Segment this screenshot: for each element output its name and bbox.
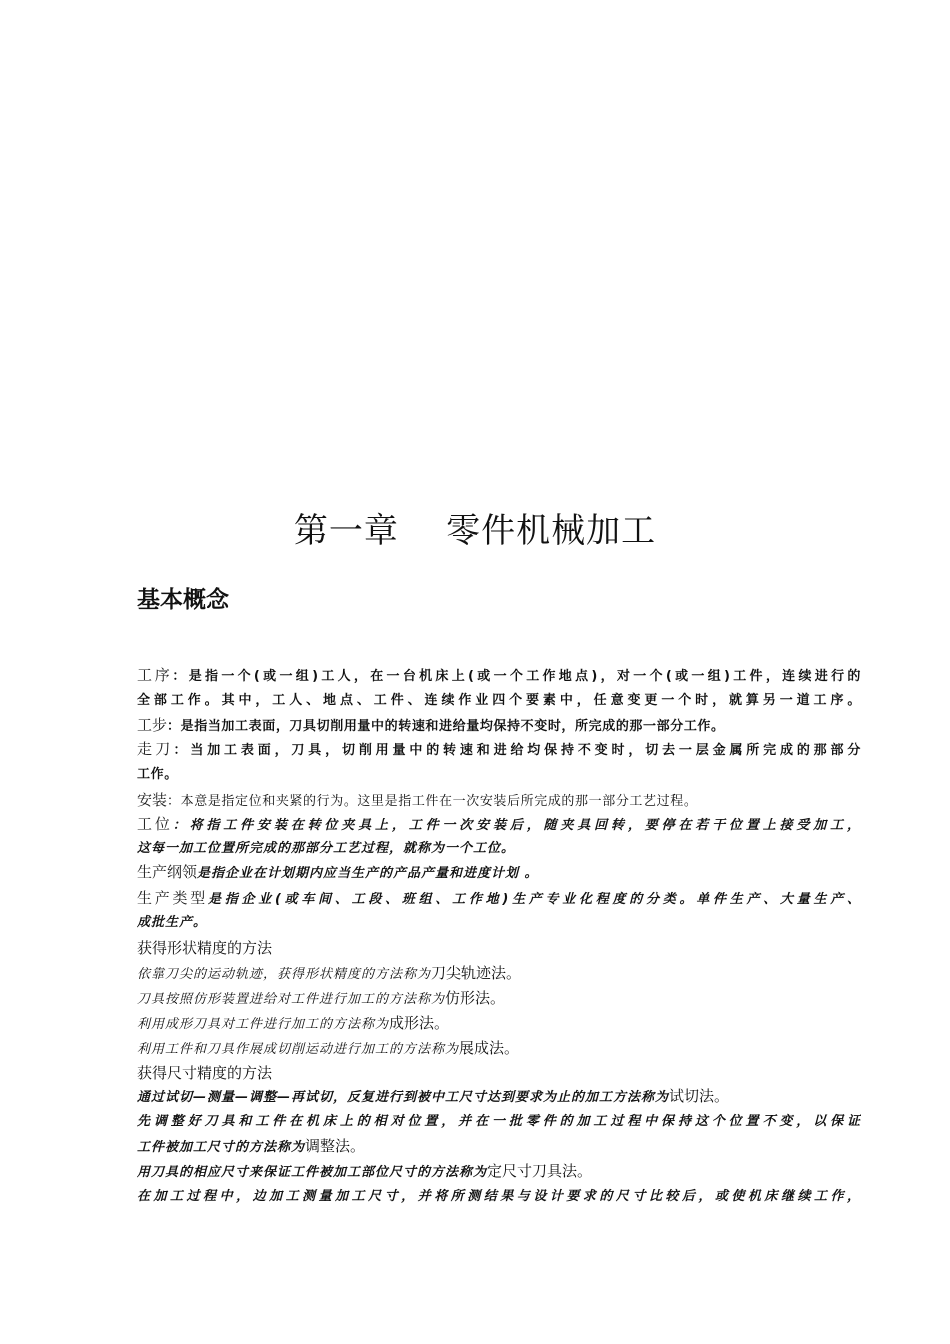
method-name: 试切法。: [669, 1087, 730, 1105]
method-name: 成形法。: [389, 1014, 450, 1032]
definition-pass-line2: [137, 765, 861, 784]
definition-text: ：本意是指定位和夹紧的行为。这里是指工件在一次安装后所完成的那一部分工艺过程。: [167, 794, 698, 809]
definition-text: 这每一加工位置所完成的那部分工艺过程，就称为一个工位。: [137, 841, 516, 856]
shape-accuracy-item: 利用工件和刀具作展成切削运动进行加工的方法称为展成法。: [137, 1039, 520, 1057]
size-accuracy-item: 用刀具的相应尺寸来保证工件被加工部位尺寸的方法称为定尺寸刀具法。: [137, 1162, 593, 1180]
definition-term: 生产类型: [137, 889, 208, 907]
definition-term: 生产纲领: [137, 863, 198, 881]
definition-position-line2: [137, 839, 861, 858]
method-name: 展成法。: [459, 1039, 520, 1057]
method-name: 刀尖轨迹法。: [431, 964, 522, 982]
definition-process-line1: [137, 666, 861, 686]
size-accuracy-item: 工件被加工尺寸的方法称为调整法。: [137, 1137, 366, 1155]
definition-term: 工位: [137, 815, 173, 833]
definition-term: 工序: [137, 666, 173, 684]
definition-production-type-line2: [137, 913, 861, 932]
section-heading: 基本概念: [137, 587, 229, 613]
definition-term: 工步: [137, 716, 168, 734]
definition-term: 走刀: [137, 740, 174, 758]
shape-accuracy-item: 刀具按照仿形装置进给对工件进行加工的方法称为仿形法。: [137, 989, 506, 1007]
definition-text: 成批生产。: [137, 915, 208, 930]
definition-text: ：将指工件安装在转位夹具上，工件一次安装后，随夹具回转，要停在若干位置上接受加工，: [172, 818, 861, 833]
definition-text: 是指企业(或车间、工段、班组、工作地)生产专业化程度的分类。单件生产、大量生产、: [208, 892, 861, 907]
definition-text: ：当加工表面，刀具，切削用量中的转速和进给均保持不变时，切去一层金属所完成的那部分: [173, 743, 861, 758]
definition-term: 安装: [137, 791, 168, 809]
definition-production-type-line1: [137, 889, 861, 909]
size-accuracy-item: 先调整好刀具和工件在机床上的相对位置，并在一批零件的加工过程中保持这个位置不变，以保证: [137, 1114, 861, 1129]
shape-accuracy-item: 利用成形刀具对工件进行加工的方法称为成形法。: [137, 1014, 450, 1032]
definition-text: 全部工作。其中，工人、地点、工件、连续作业四个要素中，任意变更一个时，就算另一道工序。: [137, 693, 861, 708]
definition-text: ：是指当加工表面，刀具切削用量中的转速和进给量均保持不变时，所完成的那一部分工作。: [167, 719, 725, 734]
size-accuracy-item: 通过试切—测量—调整—再试切，反复进行到被中工尺寸达到要求为止的加工方法称为试切法。: [137, 1087, 730, 1105]
size-accuracy-heading: 获得尺寸精度的方法: [137, 1064, 273, 1082]
chapter-title: 第一章 零件机械加工: [293, 511, 657, 551]
definition-text: 工作。: [137, 767, 178, 782]
definition-step: [137, 716, 861, 736]
method-name: 调整法。: [305, 1137, 366, 1155]
definition-position-line1: [137, 815, 861, 835]
method-name: 定尺寸刀具法。: [487, 1162, 593, 1180]
method-name: 仿形法。: [445, 989, 506, 1007]
definition-process-line2: [137, 691, 861, 710]
size-accuracy-item: 在加工过程中，边加工测量加工尺寸，并将所测结果与设计要求的尺寸比较后，或使机床继续工作，: [137, 1189, 861, 1204]
definition-text: ：是指一个(或一组)工人，在一台机床上(或一个工作地点)，对一个(或一组)工件，连续进行的: [172, 669, 861, 684]
definition-production-program: [137, 863, 861, 883]
definition-installation: [137, 791, 861, 811]
shape-accuracy-heading: 获得形状精度的方法: [137, 939, 273, 957]
definition-pass-line1: [137, 740, 861, 760]
shape-accuracy-item: 依靠刀尖的运动轨迹，获得形状精度的方法称为刀尖轨迹法。: [137, 964, 522, 982]
definition-text: 是指企业在计划期内应当生产的产品产量和进度计划 。: [197, 866, 539, 881]
